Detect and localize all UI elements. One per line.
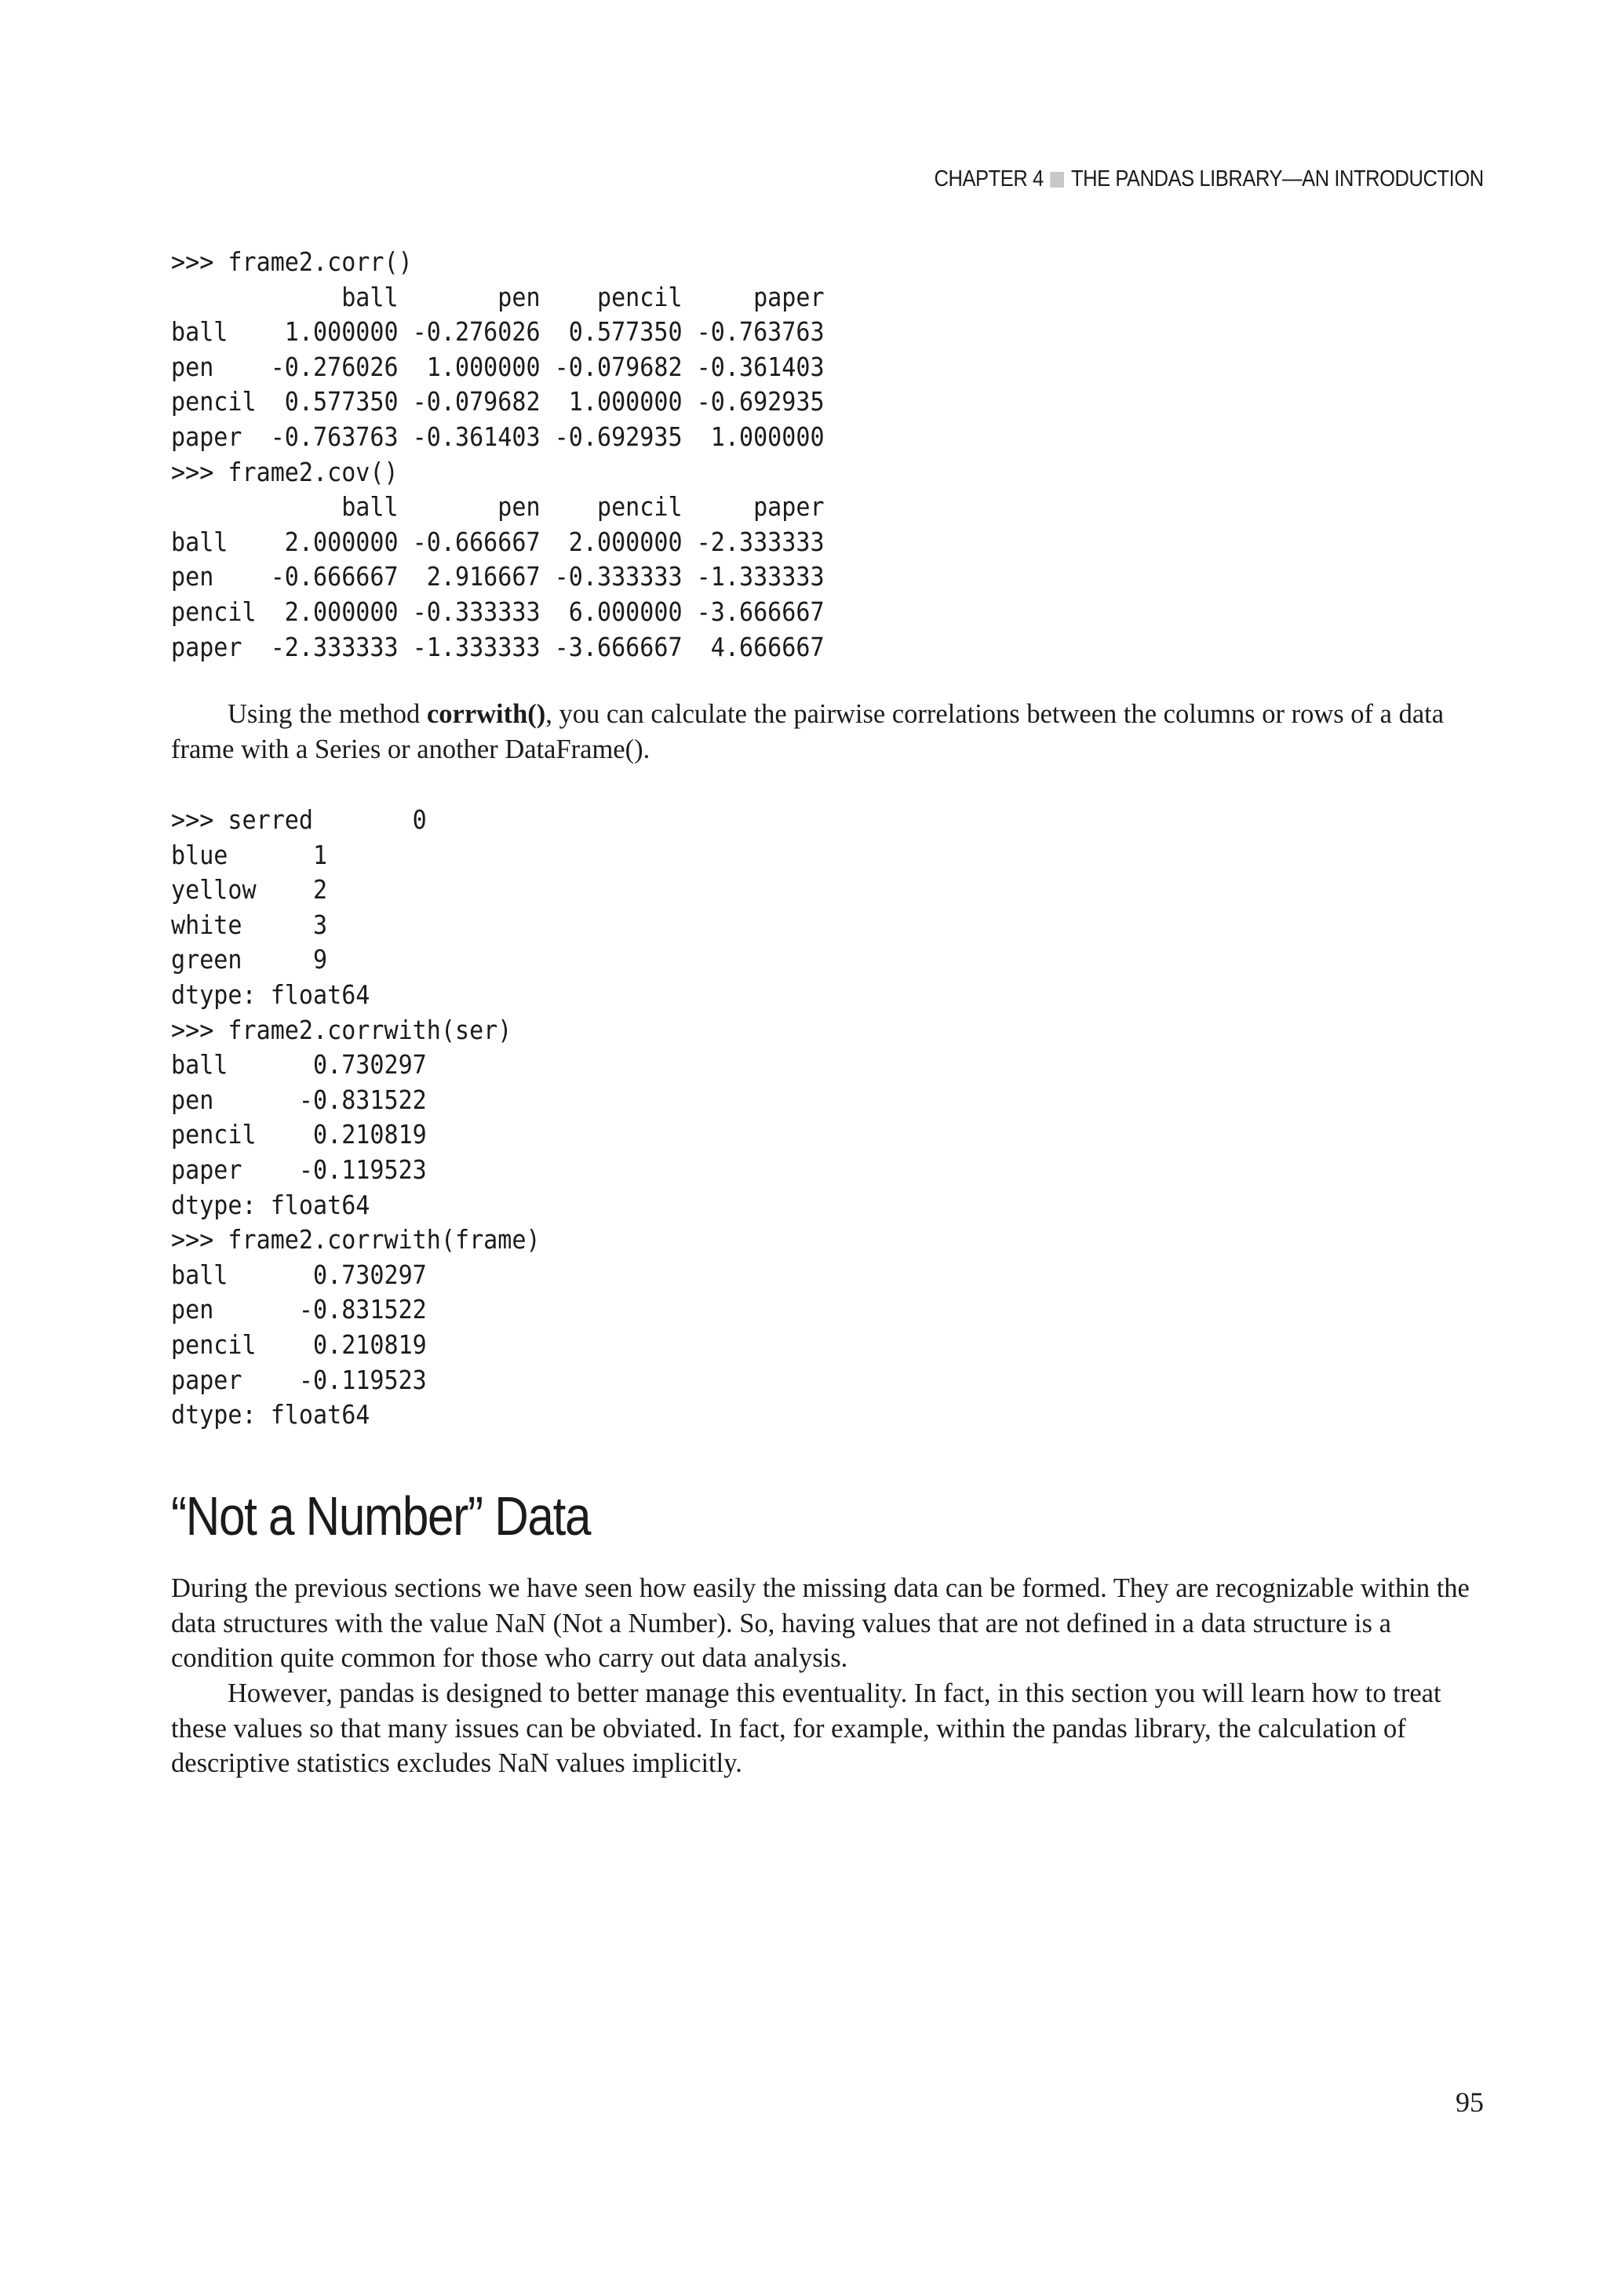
code-block-corrwith: >>> serred 0 blue 1 yellow 2 white 3 green 9 dtype: float64 >>> frame2.corrwith(ser) ball 0.730297 pen -0.831522 pencil 0.210819 paper -0.119523 dtype: float64 >>> frame2.corrwith(frame) ball 0.730297 pen -0.831522 pencil 0.210819 paper -0.119523 dtype: float64 bbox=[171, 805, 541, 1430]
section-heading: “Not a Number” Data bbox=[171, 1485, 591, 1547]
chapter-label: CHAPTER 4 bbox=[934, 166, 1044, 191]
paragraph-text-before: Using the method bbox=[228, 699, 427, 729]
running-header bbox=[935, 166, 1484, 192]
page-number: 95 bbox=[1456, 2086, 1484, 2118]
method-name-corrwith: corrwith() bbox=[426, 699, 546, 729]
paragraph-text-after: , you can calculate the pairwise correlations between the columns or rows of a data frame with a Series or another DataFrame(). bbox=[171, 699, 1445, 764]
header-separator-square bbox=[1051, 172, 1065, 188]
paragraph-corrwith bbox=[171, 697, 1489, 767]
paragraph-nan-handling-text: However, pandas is designed to better manage this eventuality. In fact, in this section you will learn how to treat these values so that many issues can be obviated. In fact, for example, within the pandas library, the calculation of descriptive statistics excludes NaN values implicitly. bbox=[171, 1678, 1441, 1779]
paragraph-nan-handling bbox=[171, 1676, 1489, 1781]
chapter-title: THE PANDAS LIBRARY—AN INTRODUCTION bbox=[1071, 166, 1484, 191]
code-block-corr-cov: >>> frame2.corr() ball pen pencil paper ball 1.000000 -0.276026 0.577350 -0.763763 pen -0.276026 1.000000 -0.079682 -0.361403 pencil 0.577350 -0.079682 1.000000 -0.692935 paper -0.763763 -0.361403 -0.692935 1.000000 >>> frame2.cov() ball pen pencil paper ball 2.000000 -0.666667 2.000000 -2.333333 pen -0.666667 2.916667 -0.333333 -1.333333 pencil 2.000000 -0.333333 6.000000 -3.666667 paper -2.333333 -1.333333 -3.666667 4.666667 bbox=[171, 247, 825, 662]
paragraph-nan-intro: During the previous sections we have seen how easily the missing data can be formed. They are recognizable within the data structures with the value NaN (Not a Number). So, having values that are not defined in a data structure is a condition quite common for those who carry out data analysis. bbox=[171, 1573, 1470, 1674]
